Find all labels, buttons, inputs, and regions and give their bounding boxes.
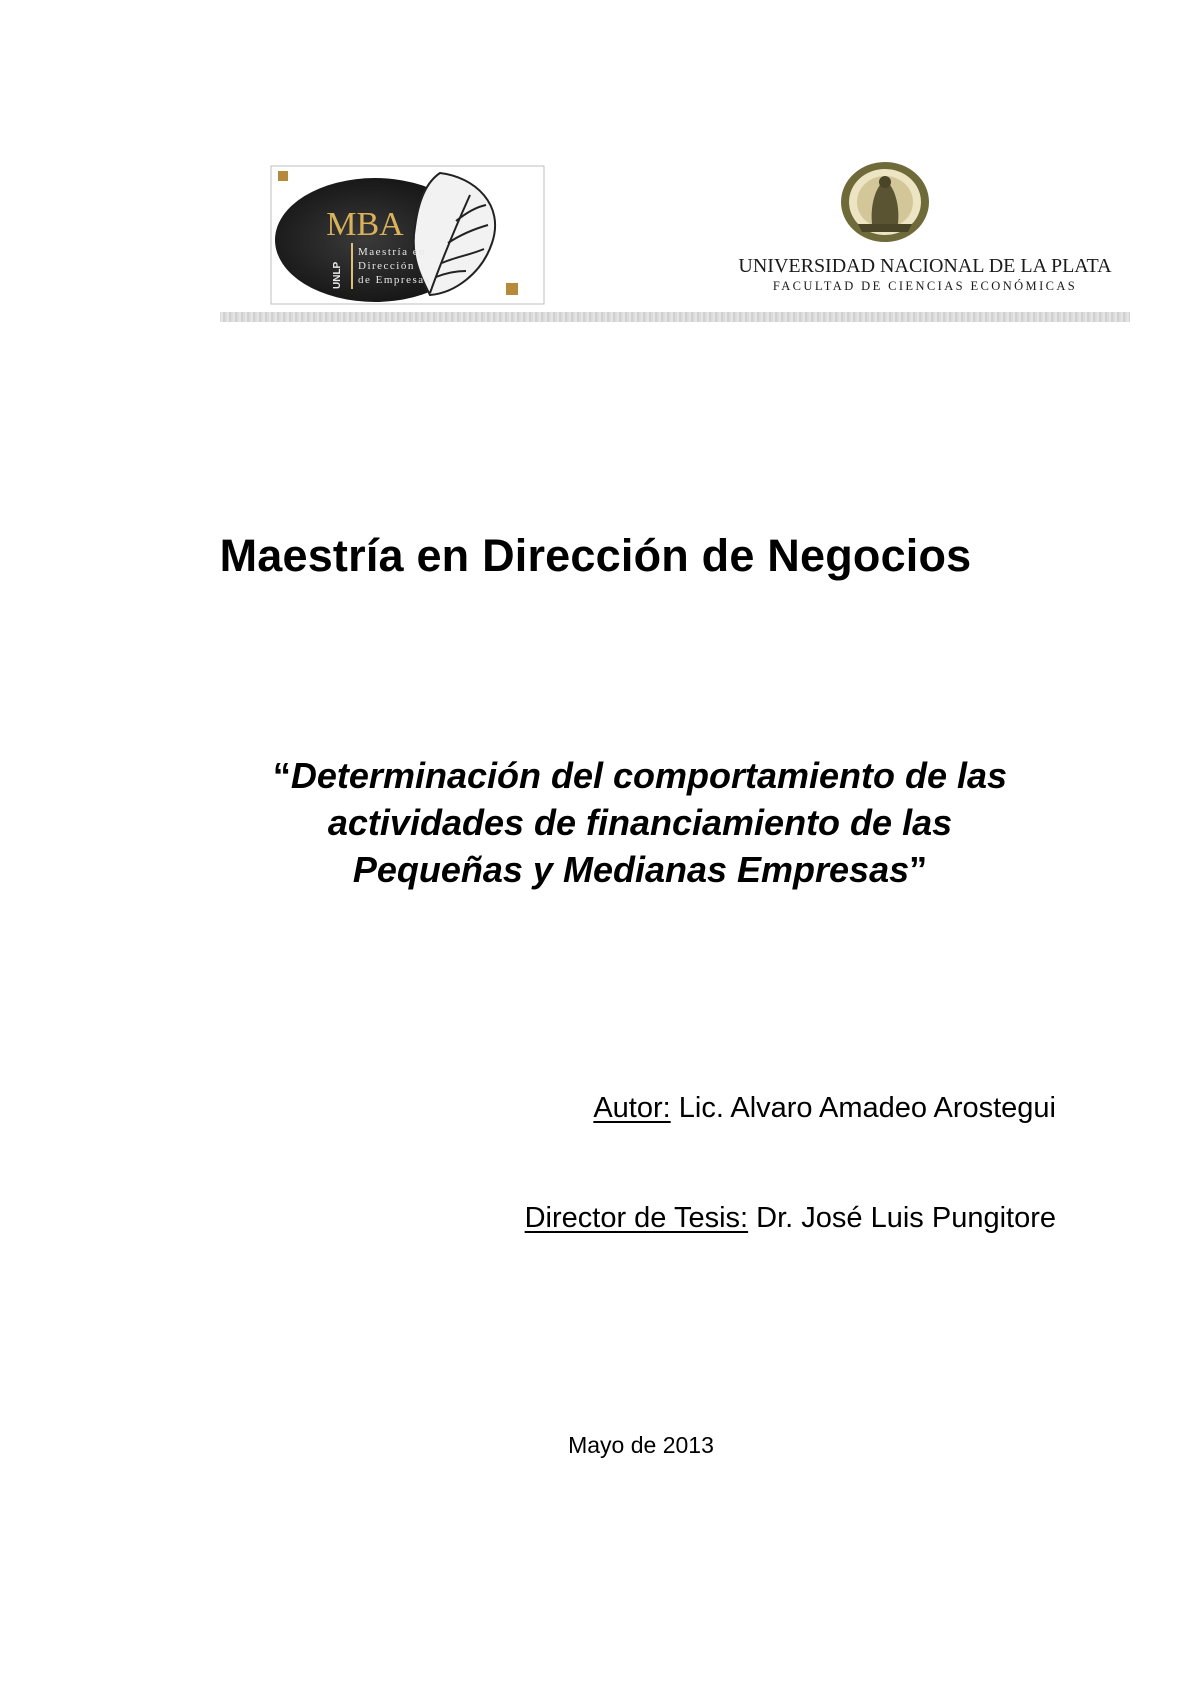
university-seal-icon	[841, 162, 929, 242]
thesis-title-line-1: “Determinación del comportamiento de las	[272, 755, 1008, 796]
date: Mayo de 2013	[568, 1432, 714, 1458]
header-divider	[220, 312, 1130, 322]
faculty-name: FACULTAD DE CIENCIAS ECONÓMICAS	[772, 279, 1078, 293]
mba-line-1: Maestría en	[358, 246, 427, 258]
director-label: Director de Tesis:	[524, 1202, 749, 1234]
author-line	[593, 1092, 1056, 1125]
mba-logo	[270, 165, 545, 305]
open-quote: “	[272, 755, 291, 796]
director-line	[525, 1202, 1056, 1235]
author-value: Lic. Alvaro Amadeo Arostegui	[670, 1092, 1056, 1124]
program-title: Maestría en Dirección de Negocios	[219, 530, 972, 581]
thesis-title-line-3: Pequeñas y Medianas Empresas”	[352, 849, 928, 890]
thesis-title	[170, 752, 1110, 893]
mba-line-3: de Empresas	[358, 274, 431, 286]
thesis-title-line-2: actividades de financiamiento de las	[327, 802, 953, 843]
document-header	[220, 150, 1130, 325]
university-name: UNIVERSIDAD NACIONAL DE LA PLATA	[738, 255, 1112, 277]
mba-line-2: Dirección	[358, 260, 415, 272]
author-label: Autor:	[593, 1092, 671, 1124]
mba-vertical-text: UNLP	[332, 261, 343, 289]
director-value: Dr. José Luis Pungitore	[748, 1202, 1056, 1234]
mba-big-text: MBA	[326, 206, 404, 243]
close-quote: ”	[909, 849, 928, 890]
unlp-logo	[720, 160, 1130, 305]
